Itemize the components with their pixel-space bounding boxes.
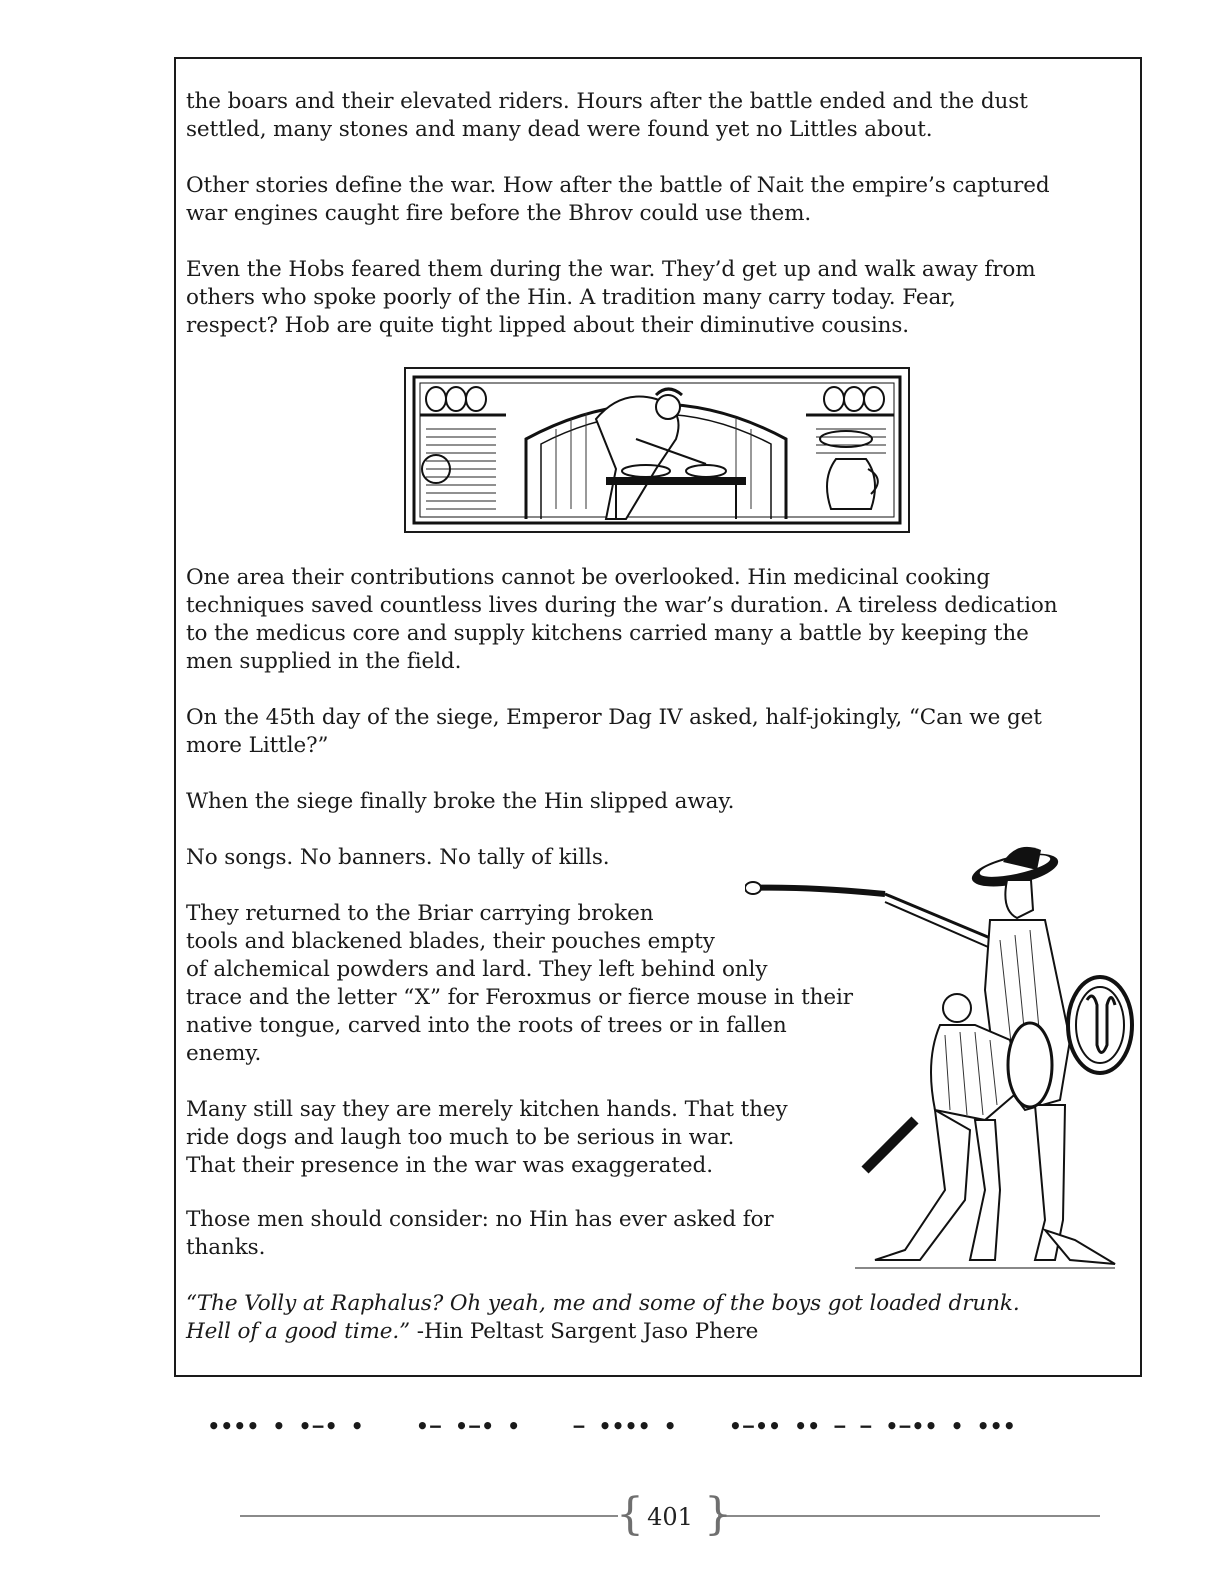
kitchen-engraving-illustration	[404, 367, 910, 533]
quote-line-1: “The Volly at Raphalus? Oh yeah, me and some of the boys got loaded drunk.	[186, 1291, 1020, 1316]
paragraph-returned: They returned to the Briar carrying broken tools and blackened blades, their pouches empty of alchemical powders and lard. They left behind only trace and the letter “X” for Feroxmus or fierce mouse in their native tongue, carved into the roots of trees or in fallen enemy.	[186, 901, 853, 1066]
paragraph-thanks: Those men should consider: no Hin has ever asked for thanks.	[186, 1207, 774, 1260]
paragraph-boars: the boars and their elevated riders. Hours after the battle ended and the dust settled, many stones and many dead were found yet no Littles about.	[186, 89, 1028, 142]
kitchen-engraving-drawing	[406, 369, 908, 531]
paragraph-emperor: On the 45th day of the siege, Emperor Dag IV asked, half-jokingly, “Can we get more Little?”	[186, 705, 1042, 758]
quote-line-2: Hell of a good time.”	[186, 1319, 411, 1344]
paragraph-no-songs: No songs. No banners. No tally of kills.	[186, 845, 610, 870]
closing-quote	[186, 1290, 1020, 1346]
morse-code-line: •••• • •−• • •− •−• • − •••• • •−•• •• − − •−•• • •••	[207, 1414, 1017, 1438]
footer-rule-left	[240, 1515, 618, 1517]
quote-attribution: -Hin Peltast Sargent Jaso Phere	[416, 1319, 759, 1344]
page-number-close-bracket: }	[704, 1489, 732, 1540]
paragraph-siege-broke: When the siege finally broke the Hin slipped away.	[186, 789, 735, 814]
paragraph-medicinal-cooking: One area their contributions cannot be overlooked. Hin medicinal cooking techniques saved countless lives during the war’s duration. A tireless dedication to the medicus core and supply kitchens carried many a battle by keeping the men supplied in the field.	[186, 565, 1058, 674]
paragraph-war-engines: Other stories define the war. How after the battle of Nait the empire’s captured war engines caught fire before the Bhrov could use them.	[186, 173, 1050, 226]
paragraph-kitchen-hands: Many still say they are merely kitchen hands. That they ride dogs and laugh too much to be serious in war. That their presence in the war was exaggerated.	[186, 1097, 788, 1178]
warrior-illustration	[745, 840, 1135, 1270]
page-number: 401	[647, 1503, 693, 1531]
paragraph-hobs: Even the Hobs feared them during the war. They’d get up and walk away from others who spoke poorly of the Hin. A tradition many carry today. Fear, respect? Hob are quite tight lipped about their diminutive cousins.	[186, 257, 1036, 338]
warrior-drawing	[745, 840, 1135, 1270]
footer-rule-right	[718, 1515, 1100, 1517]
page-number-open-bracket: {	[616, 1489, 644, 1540]
